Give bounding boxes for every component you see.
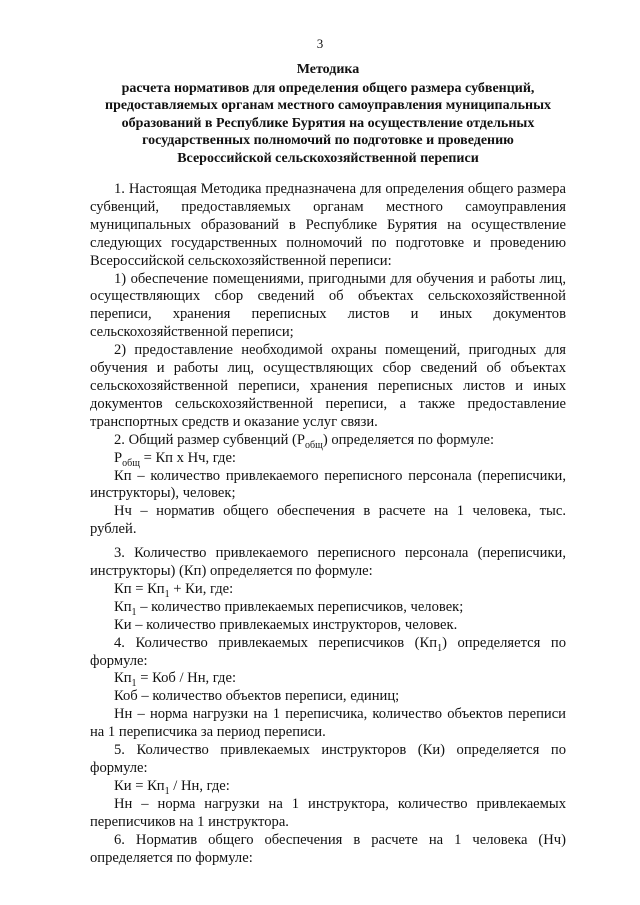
paragraph-5: 5. Количество привлекаемых инструкторов (Ки) определяется по формуле: bbox=[90, 742, 566, 776]
paragraph-item-2: 2) предоставление необходимой охраны помещений, пригодных для обучения и работы лиц, осуществляющих сбор сведений об объектах сельскохозяйственной переписи, хранения переписных листов и иных документов сельскохозяйственной переписи, а также предоставление транспортных средств и оказание услуг связи. bbox=[90, 342, 566, 430]
definition-ki: Ки – количество привлекаемых инструкторов, человек. bbox=[114, 616, 458, 633]
document-body bbox=[90, 181, 566, 867]
definition-kp: Кп – количество привлекаемого переписного персонала (переписчики, инструкторы), человек; bbox=[90, 467, 566, 502]
page-number: 3 bbox=[316, 36, 324, 51]
subtitle-line: государственных полномочий по подготовке и проведению bbox=[142, 133, 514, 149]
document-title: Методика bbox=[296, 62, 360, 77]
paragraph-1: 1. Настоящая Методика предназначена для определения общего размера субвенций, предоставляемых органам местного самоуправления муниципальных образований в Республике Бурятия на осуществление следующих государственных полномочий по подготовке и проведению Всероссийской сельскохозяйственной переписи: bbox=[90, 181, 566, 269]
definition-kob: Коб – количество объектов переписи, единиц; bbox=[114, 688, 400, 705]
paragraph-6: 6. Норматив общего обеспечения в расчете на 1 человека (Нч) определяется по формуле: bbox=[90, 831, 566, 866]
subtitle-line: предоставляемых органам местного самоуправления муниципальных bbox=[105, 98, 551, 114]
paragraph-3: 3. Количество привлекаемого переписного персонала (переписчики, инструкторы) (Кп) определяется по формуле: bbox=[90, 545, 566, 580]
paragraph-4: 4. Количество привлекаемых переписчиков $(Кп_1)$ определяется по формуле: bbox=[90, 634, 567, 669]
subtitle-line: Всероссийской сельскохозяйственной переписи bbox=[177, 150, 479, 166]
paragraph-item-1: 1) обеспечение помещениями, пригодными для обучения и работы лиц, осуществляющих сбор сведений об объектах сельскохозяйственной переписи, хранения переписных листов и иных документов сельскохозяйственной переписи; bbox=[90, 270, 566, 341]
document-header bbox=[90, 61, 566, 168]
definition-kp1: $Кп_1$ – количество привлекаемых переписчиков, человек; bbox=[114, 598, 464, 618]
subtitle-line: образований в Республике Бурятия на осуществление отдельных bbox=[121, 115, 535, 131]
subtitle-line: расчета нормативов для определения общего размера субвенций, bbox=[121, 80, 535, 96]
definition-nn: Нн – норма нагрузки на 1 переписчика, количество объектов переписи на 1 переписчика за период переписи. bbox=[90, 706, 566, 741]
formula-kp: Кп = $Кп_1$ + Ки, где: bbox=[114, 580, 234, 600]
formula-kp1: $Кп_1$ = Коб / Нн, где: bbox=[114, 670, 237, 690]
definition-nn-instructor: Нн – норма нагрузки на 1 инструктора, количество привлекаемых переписчиков на 1 инструктора. bbox=[90, 795, 566, 830]
paragraph-2: 2. Общий размер субвенций $(Р_{общ})$ определяется по формуле: bbox=[114, 431, 495, 451]
definition-nch: Нч – норматив общего обеспечения в расчете на 1 человека, тыс. рублей. bbox=[90, 503, 566, 538]
formula-ki: Ки = $Кп_1$ / Нн, где: bbox=[114, 777, 230, 797]
formula-total: $Р_{общ}$ = Кп х Нч, где: bbox=[114, 449, 236, 469]
